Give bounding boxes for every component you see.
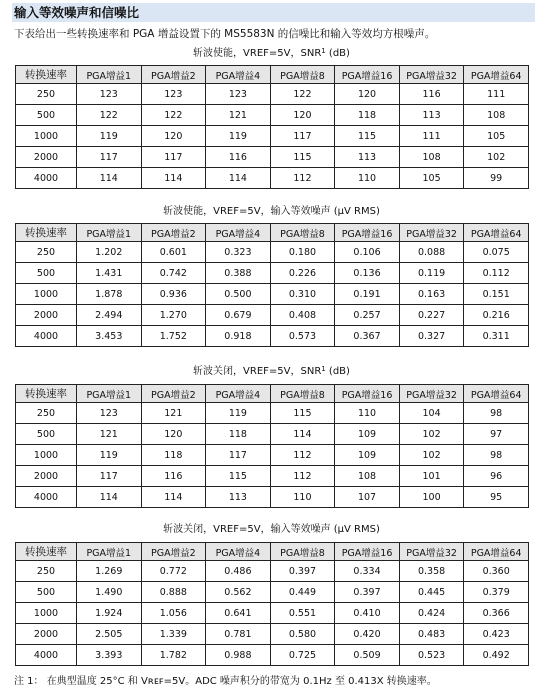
header-cell-pga-gain: PGA增益1 (77, 66, 142, 84)
value-cell: 116 (206, 147, 271, 168)
rate-cell: 500 (16, 582, 77, 603)
value-cell: 0.509 (335, 645, 400, 666)
table-row (16, 263, 529, 284)
value-cell: 1.202 (77, 242, 142, 263)
value-cell: 97 (464, 424, 529, 445)
value-cell: 122 (77, 105, 142, 126)
header-cell-pga-gain: PGA增益2 (141, 543, 206, 561)
table-1-caption (0, 47, 543, 60)
table-2-caption-text: 斩波使能，VREF=5V，输入等效噪声 (µV RMS) (163, 206, 380, 217)
value-cell: 1.782 (141, 645, 206, 666)
value-cell: 123 (141, 84, 206, 105)
value-cell: 111 (399, 126, 464, 147)
value-cell: 109 (335, 445, 400, 466)
value-cell: 0.151 (464, 284, 529, 305)
table-row (16, 603, 529, 624)
header-cell-pga-gain: PGA增益4 (206, 385, 271, 403)
footnote: 注 1： 在典型温度 25°C 和 Vʀᴇꜰ=5V。ADC 噪声积分的带宽为 0.1Hz 至 0.413X 转换速率。 (14, 676, 437, 687)
header-cell-pga-gain: PGA增益4 (206, 224, 271, 242)
header-cell-pga-gain: PGA增益4 (206, 543, 271, 561)
value-cell: 122 (270, 84, 335, 105)
header-cell-pga-gain: PGA增益2 (141, 224, 206, 242)
value-cell: 120 (270, 105, 335, 126)
header-cell-pga-gain: PGA增益16 (335, 224, 400, 242)
rate-cell: 250 (16, 561, 77, 582)
table-row (16, 126, 529, 147)
table-row (16, 403, 529, 424)
noise-chopper-on-table (15, 223, 529, 347)
header-cell-pga-gain: PGA增益4 (206, 66, 271, 84)
header-cell-rate: 转换速率 (16, 66, 77, 84)
rate-cell: 4000 (16, 168, 77, 189)
table-3-caption-text: 斩波关闭，VREF=5V，SNR (193, 366, 322, 377)
header-cell-rate: 转换速率 (16, 385, 77, 403)
value-cell: 117 (77, 466, 142, 487)
value-cell: 120 (141, 424, 206, 445)
intro-paragraph: 下表给出一些转换速率和 PGA 增益设置下的 MS5583N 的信噪比和输入等效均方根噪声。 (14, 28, 436, 40)
value-cell: 104 (399, 403, 464, 424)
value-cell: 113 (399, 105, 464, 126)
value-cell: 0.500 (206, 284, 271, 305)
table-3-caption-footnote-mark: 1 (321, 365, 326, 373)
value-cell: 110 (335, 403, 400, 424)
value-cell: 0.410 (335, 603, 400, 624)
table-3-caption (0, 365, 543, 378)
value-cell: 98 (464, 445, 529, 466)
table-4-caption (0, 523, 543, 536)
value-cell: 2.505 (77, 624, 142, 645)
table-row (16, 305, 529, 326)
value-cell: 101 (399, 466, 464, 487)
value-cell: 0.226 (270, 263, 335, 284)
rate-cell: 2000 (16, 466, 77, 487)
value-cell: 116 (399, 84, 464, 105)
value-cell: 0.408 (270, 305, 335, 326)
header-cell-pga-gain: PGA增益1 (77, 224, 142, 242)
value-cell: 0.311 (464, 326, 529, 347)
table-row (16, 147, 529, 168)
value-cell: 112 (270, 466, 335, 487)
value-cell: 109 (335, 424, 400, 445)
value-cell: 117 (141, 147, 206, 168)
table-header-row (16, 66, 529, 84)
value-cell: 121 (141, 403, 206, 424)
value-cell: 0.323 (206, 242, 271, 263)
value-cell: 120 (335, 84, 400, 105)
rate-cell: 500 (16, 105, 77, 126)
value-cell: 0.580 (270, 624, 335, 645)
value-cell: 1.924 (77, 603, 142, 624)
table-row (16, 326, 529, 347)
value-cell: 0.772 (141, 561, 206, 582)
value-cell: 0.112 (464, 263, 529, 284)
value-cell: 112 (270, 168, 335, 189)
value-cell: 100 (399, 487, 464, 508)
value-cell: 114 (141, 487, 206, 508)
value-cell: 0.918 (206, 326, 271, 347)
value-cell: 105 (464, 126, 529, 147)
header-cell-pga-gain: PGA增益2 (141, 385, 206, 403)
table-1-caption-unit: (dB) (325, 48, 350, 59)
value-cell: 119 (77, 445, 142, 466)
header-cell-pga-gain: PGA增益64 (464, 385, 529, 403)
rate-cell: 500 (16, 424, 77, 445)
header-cell-pga-gain: PGA增益16 (335, 543, 400, 561)
value-cell: 1.752 (141, 326, 206, 347)
table-row (16, 84, 529, 105)
value-cell: 102 (399, 424, 464, 445)
table-2-caption (0, 205, 543, 218)
value-cell: 1.431 (77, 263, 142, 284)
value-cell: 119 (206, 403, 271, 424)
rate-cell: 500 (16, 263, 77, 284)
value-cell: 102 (399, 445, 464, 466)
value-cell: 118 (206, 424, 271, 445)
value-cell: 0.088 (399, 242, 464, 263)
value-cell: 0.334 (335, 561, 400, 582)
rate-cell: 1000 (16, 603, 77, 624)
header-cell-pga-gain: PGA增益2 (141, 66, 206, 84)
section-heading: 输入等效噪声和信噪比 (14, 5, 140, 20)
value-cell: 0.379 (464, 582, 529, 603)
value-cell: 95 (464, 487, 529, 508)
value-cell: 0.679 (206, 305, 271, 326)
rate-cell: 1000 (16, 126, 77, 147)
table-row (16, 466, 529, 487)
value-cell: 0.367 (335, 326, 400, 347)
value-cell: 123 (206, 84, 271, 105)
rate-cell: 250 (16, 242, 77, 263)
table-row (16, 645, 529, 666)
table-row (16, 487, 529, 508)
noise-chopper-off-table (15, 542, 529, 666)
value-cell: 113 (335, 147, 400, 168)
header-cell-pga-gain: PGA增益1 (77, 385, 142, 403)
value-cell: 0.327 (399, 326, 464, 347)
header-cell-pga-gain: PGA增益16 (335, 385, 400, 403)
rate-cell: 250 (16, 403, 77, 424)
value-cell: 1.490 (77, 582, 142, 603)
value-cell: 2.494 (77, 305, 142, 326)
rate-cell: 2000 (16, 147, 77, 168)
value-cell: 0.551 (270, 603, 335, 624)
value-cell: 0.988 (206, 645, 271, 666)
value-cell: 1.269 (77, 561, 142, 582)
header-cell-pga-gain: PGA增益16 (335, 66, 400, 84)
value-cell: 0.310 (270, 284, 335, 305)
table-row (16, 582, 529, 603)
value-cell: 122 (141, 105, 206, 126)
header-cell-pga-gain: PGA增益8 (270, 66, 335, 84)
value-cell: 110 (270, 487, 335, 508)
value-cell: 0.725 (270, 645, 335, 666)
value-cell: 117 (77, 147, 142, 168)
value-cell: 111 (464, 84, 529, 105)
value-cell: 0.136 (335, 263, 400, 284)
value-cell: 0.257 (335, 305, 400, 326)
value-cell: 0.888 (141, 582, 206, 603)
value-cell: 114 (77, 487, 142, 508)
value-cell: 115 (270, 147, 335, 168)
value-cell: 0.449 (270, 582, 335, 603)
header-cell-pga-gain: PGA增益64 (464, 66, 529, 84)
value-cell: 115 (270, 403, 335, 424)
value-cell: 0.936 (141, 284, 206, 305)
value-cell: 110 (335, 168, 400, 189)
value-cell: 0.397 (270, 561, 335, 582)
value-cell: 108 (335, 466, 400, 487)
value-cell: 96 (464, 466, 529, 487)
value-cell: 1.339 (141, 624, 206, 645)
value-cell: 114 (206, 168, 271, 189)
value-cell: 0.781 (206, 624, 271, 645)
value-cell: 0.119 (399, 263, 464, 284)
table-header-row (16, 385, 529, 403)
value-cell: 115 (335, 126, 400, 147)
header-cell-pga-gain: PGA增益1 (77, 543, 142, 561)
value-cell: 0.742 (141, 263, 206, 284)
value-cell: 3.393 (77, 645, 142, 666)
table-row (16, 561, 529, 582)
value-cell: 107 (335, 487, 400, 508)
value-cell: 0.486 (206, 561, 271, 582)
value-cell: 123 (77, 403, 142, 424)
value-cell: 105 (399, 168, 464, 189)
value-cell: 119 (206, 126, 271, 147)
table-1-caption-footnote-mark: 1 (321, 47, 326, 55)
value-cell: 0.397 (335, 582, 400, 603)
value-cell: 0.191 (335, 284, 400, 305)
rate-cell: 1000 (16, 445, 77, 466)
value-cell: 108 (399, 147, 464, 168)
header-cell-pga-gain: PGA增益64 (464, 543, 529, 561)
value-cell: 119 (77, 126, 142, 147)
value-cell: 123 (77, 84, 142, 105)
rate-cell: 4000 (16, 487, 77, 508)
value-cell: 0.366 (464, 603, 529, 624)
header-cell-pga-gain: PGA增益8 (270, 543, 335, 561)
value-cell: 1.056 (141, 603, 206, 624)
value-cell: 117 (206, 445, 271, 466)
table-row (16, 105, 529, 126)
header-cell-rate: 转换速率 (16, 224, 77, 242)
header-cell-rate: 转换速率 (16, 543, 77, 561)
value-cell: 1.878 (77, 284, 142, 305)
value-cell: 0.424 (399, 603, 464, 624)
rate-cell: 4000 (16, 326, 77, 347)
value-cell: 1.270 (141, 305, 206, 326)
rate-cell: 250 (16, 84, 77, 105)
value-cell: 0.562 (206, 582, 271, 603)
value-cell: 0.601 (141, 242, 206, 263)
table-header-row (16, 224, 529, 242)
value-cell: 108 (464, 105, 529, 126)
value-cell: 3.453 (77, 326, 142, 347)
value-cell: 0.075 (464, 242, 529, 263)
value-cell: 118 (335, 105, 400, 126)
value-cell: 115 (206, 466, 271, 487)
value-cell: 0.388 (206, 263, 271, 284)
table-row (16, 242, 529, 263)
table-row (16, 424, 529, 445)
header-cell-pga-gain: PGA增益8 (270, 385, 335, 403)
value-cell: 0.180 (270, 242, 335, 263)
value-cell: 116 (141, 466, 206, 487)
header-cell-pga-gain: PGA增益32 (399, 66, 464, 84)
value-cell: 118 (141, 445, 206, 466)
table-row (16, 168, 529, 189)
value-cell: 99 (464, 168, 529, 189)
value-cell: 0.358 (399, 561, 464, 582)
table-header-row (16, 543, 529, 561)
snr-chopper-on-table (15, 65, 529, 189)
value-cell: 0.216 (464, 305, 529, 326)
header-cell-pga-gain: PGA增益8 (270, 224, 335, 242)
value-cell: 0.163 (399, 284, 464, 305)
value-cell: 117 (270, 126, 335, 147)
value-cell: 0.445 (399, 582, 464, 603)
table-row (16, 284, 529, 305)
value-cell: 114 (77, 168, 142, 189)
value-cell: 0.360 (464, 561, 529, 582)
value-cell: 121 (206, 105, 271, 126)
table-3-caption-unit: (dB) (325, 366, 350, 377)
value-cell: 0.492 (464, 645, 529, 666)
header-cell-pga-gain: PGA增益32 (399, 543, 464, 561)
value-cell: 98 (464, 403, 529, 424)
value-cell: 0.423 (464, 624, 529, 645)
header-cell-pga-gain: PGA增益32 (399, 385, 464, 403)
value-cell: 0.641 (206, 603, 271, 624)
table-row (16, 624, 529, 645)
value-cell: 112 (270, 445, 335, 466)
value-cell: 102 (464, 147, 529, 168)
value-cell: 113 (206, 487, 271, 508)
table-1-caption-text: 斩波使能，VREF=5V，SNR (193, 48, 322, 59)
value-cell: 120 (141, 126, 206, 147)
value-cell: 0.106 (335, 242, 400, 263)
rate-cell: 1000 (16, 284, 77, 305)
value-cell: 114 (270, 424, 335, 445)
value-cell: 0.227 (399, 305, 464, 326)
value-cell: 0.420 (335, 624, 400, 645)
rate-cell: 2000 (16, 305, 77, 326)
value-cell: 0.573 (270, 326, 335, 347)
value-cell: 0.523 (399, 645, 464, 666)
header-cell-pga-gain: PGA增益64 (464, 224, 529, 242)
table-row (16, 445, 529, 466)
rate-cell: 2000 (16, 624, 77, 645)
rate-cell: 4000 (16, 645, 77, 666)
value-cell: 114 (141, 168, 206, 189)
value-cell: 121 (77, 424, 142, 445)
table-4-caption-text: 斩波关闭，VREF=5V，输入等效噪声 (µV RMS) (163, 524, 380, 535)
snr-chopper-off-table (15, 384, 529, 508)
header-cell-pga-gain: PGA增益32 (399, 224, 464, 242)
value-cell: 0.483 (399, 624, 464, 645)
